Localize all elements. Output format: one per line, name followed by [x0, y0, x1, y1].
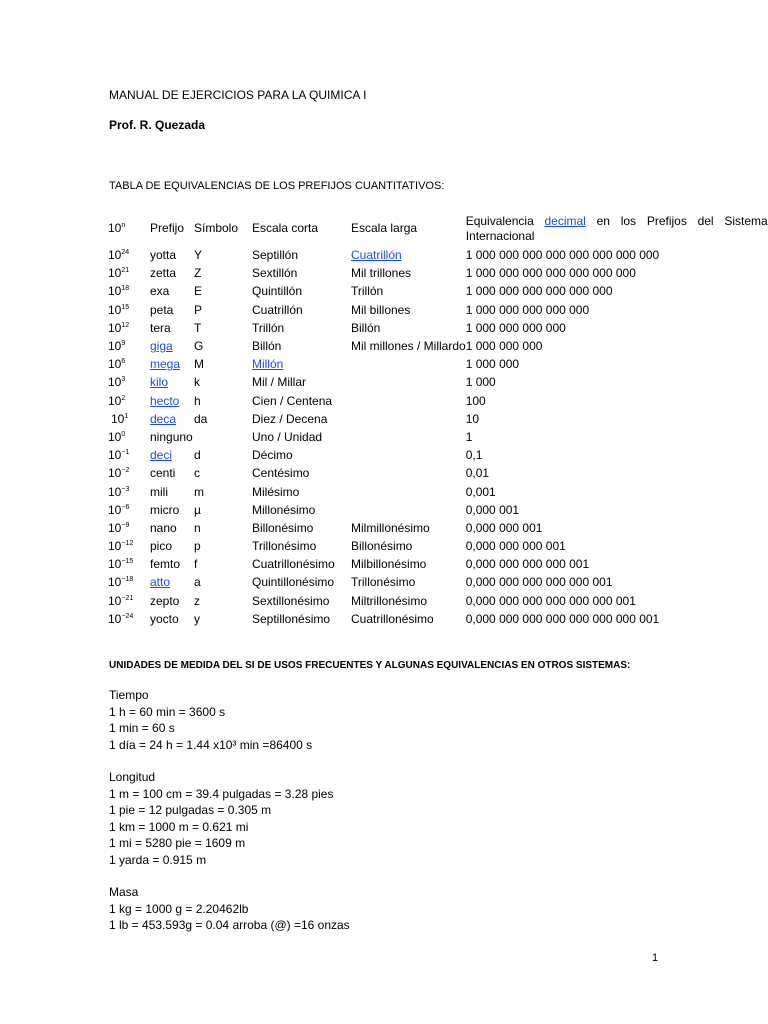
unit-line: 1 h = 60 min = 3600 s: [109, 704, 226, 719]
header-prefix: Prefijo: [150, 221, 185, 235]
long-scale-cell-link[interactable]: Cuatrillón: [351, 248, 402, 263]
equivalence-cell: 100: [465, 393, 486, 408]
unit-line: 1 m = 100 cm = 39.4 pulgadas = 3.28 pies: [109, 786, 334, 801]
table-row: [108, 573, 768, 591]
prefix-table: [108, 210, 768, 628]
symbol-cell: µ: [194, 502, 201, 517]
equivalence-cell: 10: [465, 411, 480, 426]
equivalence-cell: 0,1: [465, 448, 483, 463]
unit-group-longitud: [109, 769, 350, 868]
table-caption: TABLA DE EQUIVALENCIAS DE LOS PREFIJOS CUANTITATIVOS:: [109, 180, 445, 192]
table-row: [108, 482, 768, 500]
symbol-cell: z: [194, 593, 200, 608]
prefix-cell-link[interactable]: atto: [150, 575, 171, 590]
long-scale-cell: Cuatrillonésimo: [351, 611, 434, 626]
symbol-cell: f: [194, 557, 198, 572]
long-scale-cell: [351, 482, 466, 500]
equivalence-cell: 0,000 000 000 000 000 001: [465, 575, 613, 590]
long-scale-cell: Mil trillones: [351, 266, 412, 281]
short-scale-cell: Cien / Centena: [252, 393, 333, 408]
symbol-cell: G: [194, 339, 204, 354]
short-scale-cell: Mil / Millar: [252, 375, 306, 390]
equivalence-cell: 0,000 000 001: [465, 520, 543, 535]
prefix-cell-link[interactable]: mega: [150, 357, 181, 372]
equivalence-cell: 0,001: [465, 484, 496, 499]
equivalence-cell: 0,000 000 000 000 000 000 000 001: [465, 611, 660, 626]
prefix-cell: nano: [150, 520, 177, 535]
long-scale-cell: [351, 464, 466, 482]
table-row: [108, 519, 768, 537]
short-scale-cell: Trillonésimo: [252, 539, 317, 554]
power-cell: $10^{-18}$: [108, 575, 134, 590]
prefix-cell: [150, 392, 194, 410]
power-cell: $10^{-9}$: [108, 520, 130, 535]
prefix-cell: ninguno: [150, 429, 193, 444]
prefix-cell: zetta: [150, 266, 177, 281]
unit-line: 1 yarda = 0.915 m: [109, 852, 207, 867]
symbol-cell: m: [194, 484, 204, 499]
short-scale-cell: Sextillonésimo: [252, 593, 330, 608]
table-row: [108, 264, 768, 282]
equivalence-cell: 0,000 000 000 000 001: [465, 557, 590, 572]
short-scale-cell: Septillón: [252, 248, 299, 263]
equivalence-cell: 1 000 000 000 000 000 000: [465, 284, 613, 299]
page-number: 1: [652, 952, 659, 964]
symbol-cell: M: [194, 357, 204, 372]
short-scale-cell: [252, 355, 351, 373]
long-scale-cell: Trillón: [351, 284, 384, 299]
short-scale-cell: Billonésimo: [252, 520, 314, 535]
unit-line: 1 día = 24 h = 1.44 x10³ min =86400 s: [109, 737, 313, 752]
unit-group-title: Masa: [109, 885, 139, 899]
long-scale-cell: [351, 373, 466, 391]
unit-line: 1 mi = 5280 pie = 1609 m: [109, 836, 246, 850]
power-cell: $10^{-24}$: [108, 611, 134, 626]
equivalence-cell: 1 000 000 000 000: [465, 320, 566, 335]
symbol-cell: h: [194, 393, 201, 408]
long-scale-cell: Mil billones: [351, 302, 411, 317]
equivalence-cell: 0,000 001: [465, 502, 520, 517]
long-scale-cell: Billonésimo: [351, 539, 413, 554]
table-row: [108, 428, 768, 446]
long-scale-cell: Miltrillonésimo: [351, 593, 428, 608]
power-cell: $10^0$: [108, 429, 126, 444]
unit-line: 1 pie = 12 pulgadas = 0.305 m: [109, 803, 272, 817]
table-row: [108, 501, 768, 519]
power-cell: $10^1$: [111, 411, 129, 426]
power-cell: $10^{-2}$: [108, 466, 130, 481]
prefix-cell: micro: [150, 502, 180, 517]
prefix-cell-link[interactable]: giga: [150, 339, 173, 354]
header-symbol: Símbolo: [194, 221, 239, 235]
long-scale-cell: [351, 410, 466, 428]
long-scale-cell: [351, 246, 466, 264]
power-cell: $10^9$: [108, 339, 126, 354]
document-title: MANUAL DE EJERCICIOS PARA LA QUIMICA I: [109, 88, 367, 102]
long-scale-cell: [351, 392, 466, 410]
equivalence-cell: 1 000: [465, 375, 496, 390]
long-scale-cell: Milmillonésimo: [351, 520, 430, 535]
short-scale-cell-link[interactable]: Millón: [252, 357, 284, 372]
prefix-cell: zepto: [150, 593, 180, 608]
symbol-cell: T: [194, 320, 202, 335]
prefix-cell: [150, 337, 194, 355]
symbol-cell: da: [194, 411, 208, 426]
table-row: [108, 610, 768, 628]
equivalence-cell: 1 000 000 000 000 000: [465, 302, 590, 317]
table-row: [108, 373, 768, 391]
prefix-cell: [150, 410, 194, 428]
power-cell: $10^{-6}$: [108, 502, 130, 517]
symbol-cell: P: [194, 302, 203, 317]
table-row: [108, 301, 768, 319]
power-cell: $10^{15}$: [108, 302, 130, 317]
unit-line: 1 min = 60 s: [109, 721, 175, 735]
table-row: [108, 246, 768, 264]
equivalence-cell: 1 000 000 000 000 000 000 000: [465, 266, 636, 281]
prefix-cell: exa: [150, 284, 170, 299]
short-scale-cell: Sextillón: [252, 266, 298, 281]
short-scale-cell: Milésimo: [252, 484, 300, 499]
equivalence-cell: 1 000 000 000: [465, 339, 543, 354]
long-scale-cell: [351, 501, 466, 519]
header-short-scale: Escala corta: [252, 221, 319, 235]
prefix-cell: [150, 446, 194, 464]
symbol-cell: Z: [194, 266, 202, 281]
prefix-cell: [150, 355, 194, 373]
prefix-cell: [150, 373, 194, 391]
unit-line: 1 lb = 453.593g = 0.04 arroba (@) =16 onzas: [109, 918, 350, 932]
short-scale-cell: Centésimo: [252, 466, 310, 481]
power-cell: $10^{-21}$: [108, 593, 134, 608]
power-cell: $10^{-1}$: [108, 448, 130, 463]
header-power: 10$^n$: [108, 221, 126, 235]
table-row: [108, 355, 768, 373]
prefix-cell: peta: [150, 302, 174, 317]
power-cell: $10^6$: [108, 357, 126, 372]
table-row: [108, 537, 768, 555]
header-long-scale: Escala larga: [351, 221, 418, 235]
long-scale-cell: Mil millones / Millardo: [351, 339, 466, 354]
table-row: [108, 410, 768, 428]
equivalence-cell: 1 000 000 000 000 000 000 000 000: [465, 248, 660, 263]
symbol-cell: p: [194, 539, 201, 554]
prefix-cell: [150, 573, 194, 591]
symbol-cell: y: [194, 611, 200, 626]
symbol-cell: a: [194, 575, 201, 590]
short-scale-cell: Décimo: [252, 448, 293, 463]
author: Prof. R. Quezada: [109, 118, 206, 132]
prefix-cell: yocto: [150, 611, 179, 626]
symbol-cell: k: [194, 375, 200, 390]
prefix-cell-link[interactable]: deci: [150, 448, 173, 463]
symbol-cell: Y: [194, 248, 203, 263]
short-scale-cell: Quintillón: [252, 284, 303, 299]
power-cell: $10^{18}$: [108, 284, 130, 299]
header-equivalence: Equivalencia decimal en los Prefijos del Sistema Internacional: [465, 214, 768, 243]
prefix-cell: mili: [150, 484, 168, 499]
short-scale-cell: Cuatrillonésimo: [252, 557, 335, 572]
short-scale-cell: Diez / Decena: [252, 411, 328, 426]
short-scale-cell: Billón: [252, 339, 282, 354]
prefix-cell-link[interactable]: deca: [150, 411, 177, 426]
prefix-cell-link[interactable]: hecto: [150, 393, 180, 408]
table-row: [108, 555, 768, 573]
power-cell: $10^2$: [108, 393, 126, 408]
equivalence-cell: 1: [465, 429, 473, 444]
prefix-cell: centi: [150, 466, 176, 481]
prefix-cell: pico: [150, 539, 173, 554]
symbol-cell: d: [194, 448, 201, 463]
long-scale-cell: Trillonésimo: [351, 575, 416, 590]
unit-group-tiempo: [109, 687, 350, 753]
symbol-cell: c: [194, 466, 200, 481]
power-cell: $10^{12}$: [108, 320, 130, 335]
equivalence-cell: 0,01: [465, 466, 490, 481]
short-scale-cell: Septillonésimo: [252, 611, 331, 626]
unit-group-title: Tiempo: [109, 688, 149, 702]
long-scale-cell: [351, 428, 466, 446]
unit-line: 1 kg = 1000 g = 2.20462lb: [109, 901, 249, 916]
long-scale-cell: [351, 355, 466, 373]
power-cell: $10^3$: [108, 375, 126, 390]
long-scale-cell: Milbillonésimo: [351, 557, 427, 572]
units-heading: UNIDADES DE MEDIDA DEL SI DE USOS FRECUENTES Y ALGUNAS EQUIVALENCIAS EN OTROS SISTEMAS:: [109, 660, 631, 671]
table-header-row: [108, 210, 768, 246]
long-scale-cell: [351, 446, 466, 464]
power-cell: $10^{-12}$: [108, 539, 134, 554]
unit-group-title: Longitud: [109, 770, 156, 784]
prefix-cell-link[interactable]: kilo: [150, 375, 169, 390]
equivalence-cell: 0,000 000 000 001: [465, 539, 566, 554]
short-scale-cell: Trillón: [252, 320, 285, 335]
short-scale-cell: Uno / Unidad: [252, 429, 323, 444]
long-scale-cell: Billón: [351, 320, 381, 335]
power-cell: $10^{-15}$: [108, 557, 134, 572]
equivalence-cell: 1 000 000: [465, 357, 520, 372]
table-row: [108, 337, 768, 355]
prefix-cell: femto: [150, 557, 181, 572]
table-row: [108, 446, 768, 464]
short-scale-cell: Millonésimo: [252, 502, 316, 517]
prefix-cell: yotta: [150, 248, 177, 263]
table-row: [108, 592, 768, 610]
unit-group-masa: [109, 884, 350, 934]
power-cell: $10^{-3}$: [108, 484, 130, 499]
prefix-cell: tera: [150, 320, 171, 335]
units-section: [109, 687, 350, 950]
table-row: [108, 464, 768, 482]
power-cell: $10^{21}$: [108, 266, 130, 281]
power-cell: $10^{24}$: [108, 248, 130, 263]
short-scale-cell: Cuatrillón: [252, 302, 303, 317]
decimal-link[interactable]: decimal: [544, 214, 586, 228]
symbol-cell: n: [194, 520, 201, 535]
short-scale-cell: Quintillonésimo: [252, 575, 335, 590]
unit-line: 1 km = 1000 m = 0.621 mi: [109, 819, 249, 834]
symbol-cell: E: [194, 284, 203, 299]
symbol-cell: [194, 428, 252, 446]
table-row: [108, 319, 768, 337]
equivalence-cell: 0,000 000 000 000 000 000 001: [465, 593, 636, 608]
table-row: [108, 392, 768, 410]
table-row: [108, 282, 768, 300]
